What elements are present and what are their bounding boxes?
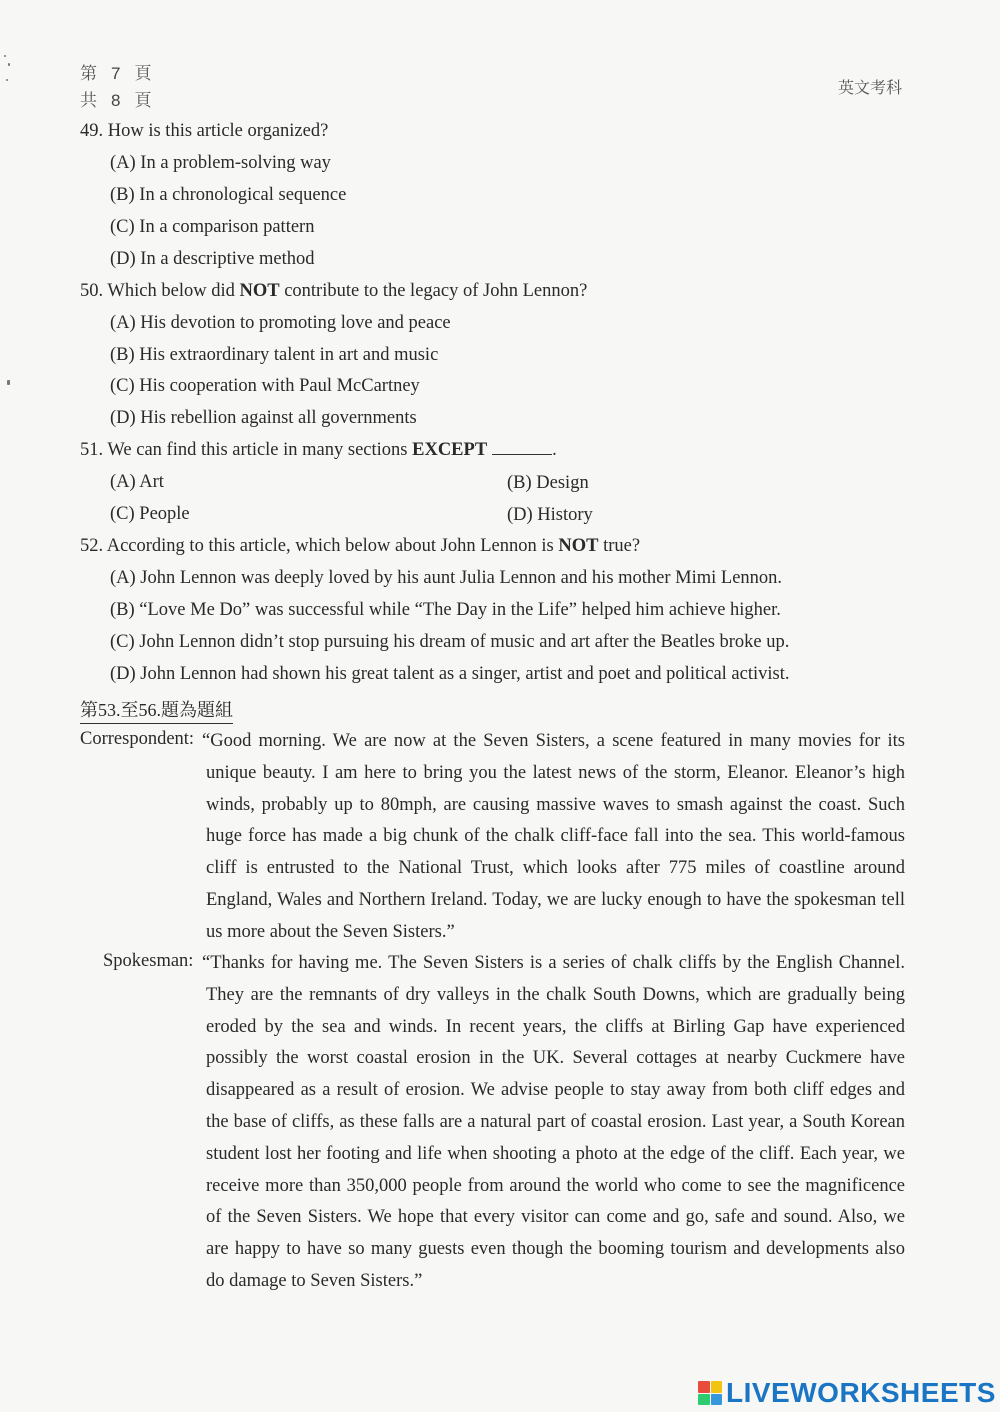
question-51-option-d: (D) History (507, 505, 593, 525)
question-51-option-a: (A) Art (110, 472, 164, 492)
question-51-stem (80, 440, 557, 461)
total-label: 共 (80, 91, 97, 110)
question-49-option-c: (C) In a comparison pattern (110, 217, 315, 237)
question-52-stem (80, 536, 640, 557)
answer-blank[interactable] (492, 440, 552, 455)
question-49-option-a: (A) In a problem-solving way (110, 153, 331, 173)
question-49-option-d: (D) In a descriptive method (110, 249, 315, 269)
question-group-title: 第53.至56.題為題組 (80, 696, 233, 724)
question-52-text: 52. According to this article, which below about John Lennon is (80, 536, 559, 556)
question-52-option-b: (B) “Love Me Do” was successful while “The Day in the Life” helped him achieve higher. (110, 600, 781, 620)
total-unit: 頁 (134, 91, 152, 110)
page-indicator (80, 60, 151, 114)
question-52-option-a: (A) John Lennon was deeply loved by his aunt Julia Lennon and his mother Mimi Lennon. (110, 568, 783, 588)
question-51-option-b: (B) Design (507, 473, 589, 493)
question-50-text: 50. Which below did (80, 281, 240, 301)
question-52-text-end: true? (598, 536, 641, 556)
question-49-stem: 49. How is this article organized? (80, 121, 329, 141)
correspondent-paragraph: “Good morning. We are now at the Seven Sisters, a scene featured in many movies for its unique beauty. I am here to bring you the latest news of the storm, Eleanor. Eleanor’s high winds, probably up to 80mph, are causing massive waves to smash against the coast. Such huge force has made a big chunk of the chalk cliff-face fall into the sea. This world-famous cliff is entrusted to the National Trust, which looks after 775 miles of coastline around England, Wales and Northern Ireland. Today, we are lucky enough to have the spokesman tell us more about the Seven Sisters.” (202, 731, 905, 942)
question-51-emphasis: EXCEPT (412, 440, 488, 460)
page-unit: 頁 (134, 64, 152, 83)
liveworksheets-mark-icon (698, 1381, 722, 1405)
question-49-option-b: (B) In a chronological sequence (110, 185, 347, 205)
question-50-emphasis: NOT (239, 281, 280, 301)
question-50-option-b: (B) His extraordinary talent in art and music (110, 345, 439, 365)
liveworksheets-wordmark: LIVEWORKSHEETS (726, 1377, 996, 1408)
page-label: 第 (80, 64, 97, 83)
question-52-option-d: (D) John Lennon had shown his great talent as a singer, artist and poet and political activist. (110, 664, 790, 684)
page-number: 7 (111, 64, 121, 83)
question-50-stem (80, 281, 587, 302)
speaker-spokesman: Spokesman: (103, 951, 194, 971)
question-52-option-c: (C) John Lennon didn’t stop pursuing his dream of music and art after the Beatles broke up. (110, 632, 790, 652)
spokesman-paragraph: “Thanks for having me. The Seven Sisters is a series of chalk cliffs by the English Channel. They are the remnants of dry valleys in the chalk South Downs, which are gradually being eroded by the sea and winds. In recent years, the cliffs at Birling Gap have experienced possibly the worst coastal erosion in the UK. Several cottages at nearby Cuckmere have disappeared as a result of erosion. We advise people to stay away from both cliff edges and the base of cliffs, as these falls are a natural part of coastal erosion. Last year, a South Korean student lost her footing and life when shooting a photo at the edge of the cliff. Each year, we receive more than 350,000 people from around the world who come to see the magnificence of the Seven Sisters. We hope that every visitor can come and go, safe and sound. Also, we are happy to have so many guests even though the booming tourism and developments also do damage to Seven Sisters.” (202, 953, 905, 1291)
speaker-correspondent: Correspondent: (80, 729, 195, 749)
question-52-emphasis: NOT (558, 536, 599, 556)
liveworksheets-logo (698, 1376, 996, 1410)
question-50-option-a: (A) His devotion to promoting love and peace (110, 313, 451, 333)
question-50-option-d: (D) His rebellion against all governments (110, 408, 417, 428)
subject-label: 英文考科 (838, 80, 903, 97)
question-51-text-end: . (552, 440, 557, 460)
question-51-option-c: (C) People (110, 504, 190, 524)
question-51-text: 51. We can find this article in many sections (80, 440, 413, 460)
total-pages: 8 (111, 91, 121, 110)
question-50-option-c: (C) His cooperation with Paul McCartney (110, 376, 420, 396)
question-50-text-end: contribute to the legacy of John Lennon? (279, 281, 588, 301)
